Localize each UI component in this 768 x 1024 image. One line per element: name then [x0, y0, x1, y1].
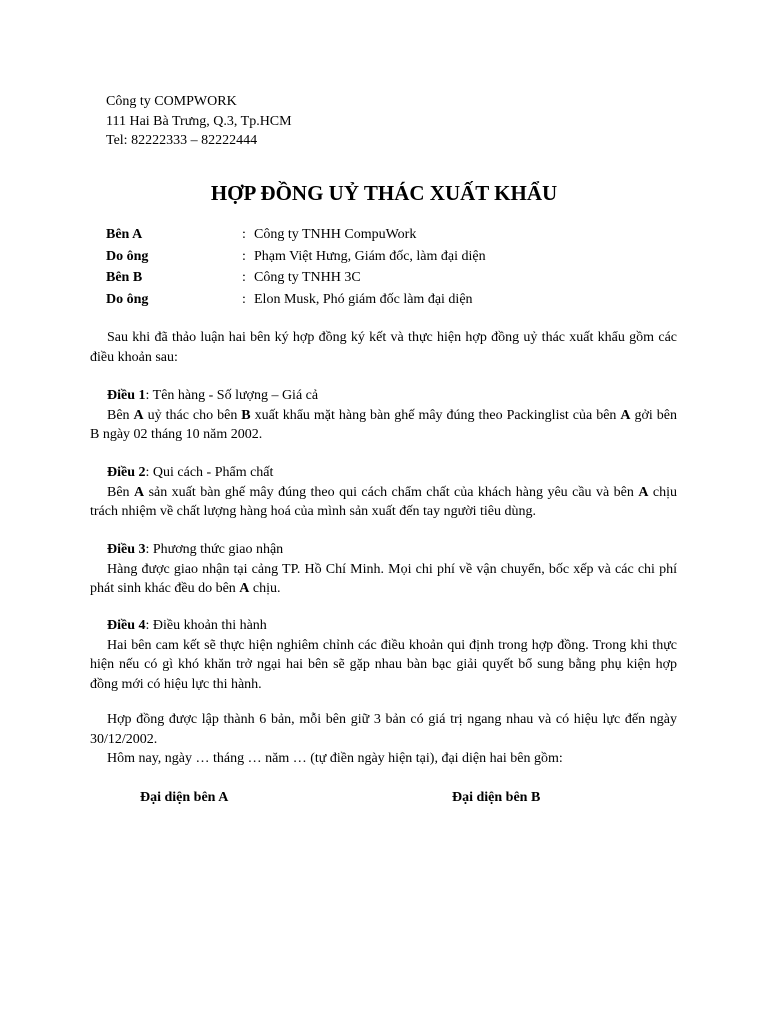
party-value: Công ty TNHH CompuWork — [254, 227, 417, 242]
party-ref: A — [620, 407, 631, 423]
signature-label-a: Đại diện bên A — [140, 790, 229, 805]
company-address: 111 Hai Bà Trưng, Q.3, Tp.HCM — [106, 113, 292, 129]
party-colon: : — [242, 270, 246, 285]
clause-heading — [90, 386, 677, 406]
clause-1 — [90, 386, 677, 445]
text-run: Hàng được giao nhận tại cảng TP. Hồ Chí Minh. Mọi chi phí về vận chuyển, bốc xếp và các chi phí phát sinh khác đều do bên — [90, 561, 677, 596]
clause-body — [90, 406, 677, 445]
text-run: Bên — [107, 484, 134, 500]
clause-label: Điều 4 — [107, 618, 146, 633]
company-phone: Tel: 82222333 – 82222444 — [106, 133, 258, 148]
party-row-b-rep — [106, 290, 666, 312]
party-value: Phạm Việt Hưng, Giám đốc, làm đại diện — [254, 248, 486, 264]
clause-title: : Tên hàng - Số lượng – Giá cả — [145, 388, 319, 403]
clause-heading — [90, 463, 677, 483]
text-run: chịu. — [249, 581, 281, 596]
closing-section — [90, 710, 677, 769]
clause-heading — [90, 540, 677, 560]
parties-table — [106, 225, 666, 311]
clause-label: Điều 1 — [107, 388, 146, 403]
text-run: Bên — [107, 407, 134, 423]
clause-2 — [90, 463, 677, 522]
company-name: Công ty COMPWORK — [106, 94, 237, 109]
text-run: uỷ thác cho bên — [143, 407, 242, 423]
text-run: gởi bên B ngày 02 tháng 10 năm 2002. — [90, 407, 677, 442]
party-ref: A — [638, 484, 649, 500]
clause-body — [90, 483, 677, 522]
party-label: Do ông — [106, 248, 149, 264]
party-ref: B — [241, 407, 251, 423]
document-title: HỢP ĐỒNG UỶ THÁC XUẤT KHẨU — [210, 181, 558, 205]
clause-3 — [90, 540, 677, 599]
party-colon: : — [242, 227, 246, 242]
party-row-b — [106, 268, 666, 290]
validity-paragraph: Hợp đồng được lập thành 6 bản, mỗi bên giữ 3 bản có giá trị ngang nhau và có hiệu lực đến ngày 30/12/2002. — [90, 712, 677, 747]
party-label: Bên B — [106, 270, 143, 285]
clause-body — [90, 560, 677, 599]
clause-heading — [90, 616, 677, 636]
clause-title: : Qui cách - Phẩm chất — [145, 465, 274, 480]
party-value: Công ty TNHH 3C — [254, 270, 361, 285]
clause-title: : Điều khoản thi hành — [145, 618, 267, 633]
party-label: Do ông — [106, 291, 149, 307]
clause-title: : Phương thức giao nhận — [145, 542, 284, 557]
clause-4 — [90, 616, 677, 694]
text-run: xuất khẩu mặt hàng bàn ghế mây đúng theo Packinglist của bên — [250, 407, 621, 423]
clause-label: Điều 3 — [107, 542, 146, 557]
clause-label: Điều 2 — [107, 465, 146, 480]
text-run: chịu trách nhiệm về chất lượng hàng hoá của mình sản xuất đến tay người tiêu dùng. — [90, 484, 677, 519]
party-colon: : — [242, 291, 246, 307]
signature-label-b: Đại diện bên B — [452, 790, 541, 805]
party-label: Bên A — [106, 227, 143, 242]
date-paragraph: Hôm nay, ngày … tháng … năm … (tự điền ngày hiện tại), đại diện hai bên gồm: — [107, 751, 563, 766]
party-row-a — [106, 225, 666, 247]
party-ref: A — [133, 407, 144, 423]
clause-body: Hai bên cam kết sẽ thực hiện nghiêm chỉnh các điều khoản qui định trong hợp đồng. Trong khi thực hiện nếu có gì khó khăn trở ngại hai bên sẽ gặp nhau bàn bạc giải quyết bổ sung bằng phụ kiện hợp đồng mới có hiệu lực thi hành. — [90, 637, 677, 692]
intro-paragraph: Sau khi đã thảo luận hai bên ký hợp đồng ký kết và thực hiện hợp đồng uỷ thác xuất khẩu gồm các điều khoản sau: — [90, 330, 677, 365]
party-colon: : — [242, 248, 246, 264]
party-row-a-rep — [106, 247, 666, 269]
party-ref: A — [134, 484, 145, 500]
party-ref: A — [239, 581, 250, 596]
party-value: Elon Musk, Phó giám đốc làm đại diện — [254, 291, 473, 307]
company-header — [106, 92, 292, 151]
text-run: sản xuất bàn ghế mây đúng theo qui cách chẩm chất của khách hàng yêu cầu và bên — [144, 484, 639, 500]
